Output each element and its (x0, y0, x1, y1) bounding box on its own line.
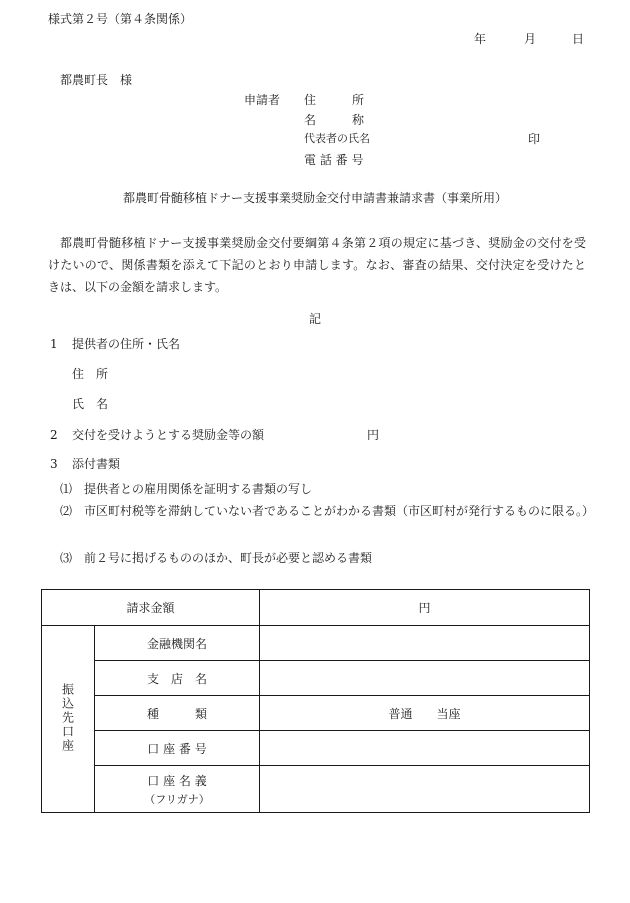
item2-unit: 円 (367, 428, 380, 442)
item1-label: 提供者の住所・氏名 (72, 337, 181, 351)
furigana-label: （フリガナ） (144, 792, 210, 806)
account-holder-field[interactable] (260, 766, 590, 813)
bank-name-row (42, 626, 590, 661)
claim-amount-unit[interactable]: 円 (260, 590, 590, 626)
applicant-address-label: 住 所 (304, 93, 365, 107)
transfer-account-label: 振込先口座 (60, 682, 75, 753)
attachment-doc-3-text: 前２号に掲げるもののほか、町長が必要と認める書類 (84, 551, 373, 565)
item3-number: 3 (50, 457, 58, 471)
date-year-label: 年 (474, 32, 487, 46)
document-title: 都農町骨髄移植ドナー支援事業奨励金交付申請書兼請求書（事業所用） (122, 191, 507, 205)
bank-transfer-table (41, 589, 590, 813)
claim-amount-label: 請求金額 (42, 590, 260, 626)
bank-name-label: 金融機関名 (95, 626, 260, 661)
item1-address-label: 住 所 (72, 367, 109, 381)
attachment-doc-2-number: ⑵ (60, 504, 73, 518)
account-holder-label: 口 座 名 義 (147, 773, 207, 788)
branch-name-row (42, 661, 590, 696)
account-type-label: 種 類 (95, 696, 260, 731)
attachment-doc-2-text: 市区町村税等を滞納していない者であることがわかる書類（市区町村が発行するものに限る。） (84, 504, 595, 518)
date-day-label: 日 (572, 32, 585, 46)
account-number-field[interactable] (260, 731, 590, 766)
seal-mark: 印 (528, 132, 541, 146)
date-month-label: 月 (524, 32, 537, 46)
bank-name-field[interactable] (260, 626, 590, 661)
attachment-doc-1 (60, 478, 610, 500)
phone-label: 電 話 番 号 (304, 153, 364, 167)
representative-label: 代表者の氏名 (304, 132, 370, 145)
item1-number: 1 (50, 337, 58, 351)
body-paragraph: 都農町骨髄移植ドナー支援事業奨励金交付要綱第４条第２項の規定に基づき、奨励金の交付を受けたいので、関係書類を添えて下記のとおり申請します。なお、審査の結果、交付決定を受けたときは、以下の金額を請求します。 (48, 236, 586, 294)
attachment-doc-1-number: ⑴ (60, 482, 73, 496)
applicant-label: 申請者 (244, 93, 281, 107)
attachment-doc-2 (60, 500, 610, 522)
attachment-doc-1-text: 提供者との雇用関係を証明する書類の写し (84, 482, 313, 496)
branch-name-field[interactable] (260, 661, 590, 696)
account-type-options[interactable]: 普通 当座 (260, 696, 590, 731)
attachment-doc-3 (60, 547, 610, 569)
attachment-doc-3-number: ⑶ (60, 551, 73, 565)
item2-label: 交付を受けようとする奨励金等の額 (72, 428, 265, 442)
item2-number: 2 (50, 428, 58, 442)
account-holder-row (42, 766, 590, 813)
ki-heading: 記 (309, 312, 322, 326)
branch-name-label: 支 店 名 (95, 661, 260, 696)
addressee: 都農町長 様 (60, 73, 133, 87)
account-holder-cell (95, 766, 260, 813)
claim-amount-row (42, 590, 590, 626)
account-type-row (42, 696, 590, 731)
transfer-account-header (42, 626, 95, 813)
applicant-name-label: 名 称 (304, 113, 365, 127)
form-number: 様式第２号（第４条関係） (48, 12, 193, 26)
account-number-label: 口 座 番 号 (95, 731, 260, 766)
item3-label: 添付書類 (72, 457, 121, 471)
account-number-row (42, 731, 590, 766)
item1-name-label: 氏 名 (72, 397, 109, 411)
